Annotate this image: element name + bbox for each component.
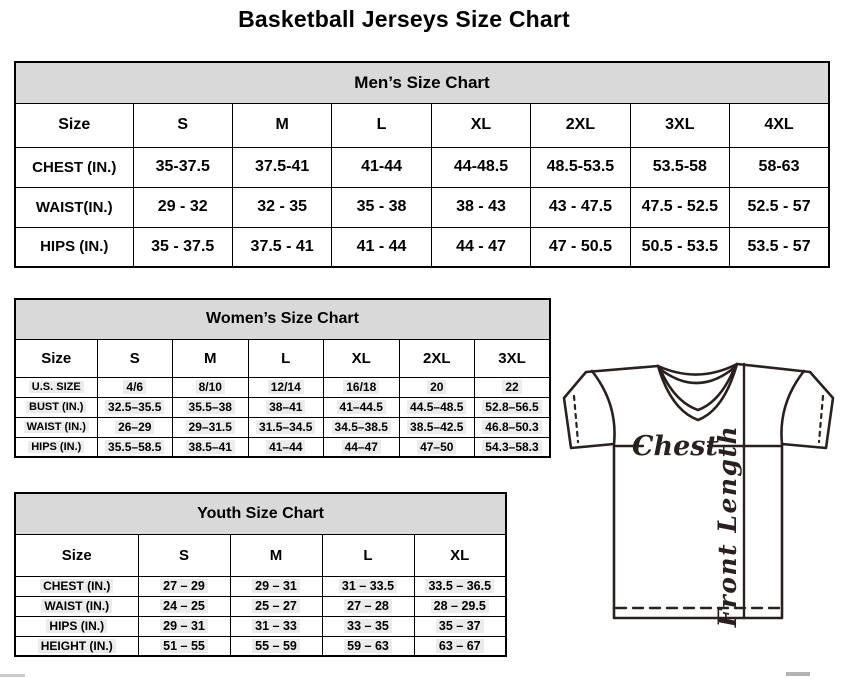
value-cell: 26–29 bbox=[97, 417, 173, 437]
value-cell: 37.5-41 bbox=[232, 147, 331, 187]
chest-measurement-label: Chest bbox=[632, 431, 718, 462]
value-cell: 53.5-58 bbox=[630, 147, 729, 187]
page-title: Basketball Jerseys Size Chart bbox=[238, 6, 570, 32]
size-column-header: 2XL bbox=[399, 339, 475, 377]
value-cell: 29 – 31 bbox=[138, 616, 230, 636]
value-cell: 58-63 bbox=[730, 147, 829, 187]
value-cell: 37.5 - 41 bbox=[232, 227, 331, 267]
value-cell: 43 - 47.5 bbox=[531, 187, 630, 227]
value-cell: 38.5–41 bbox=[173, 437, 249, 457]
row-label: BUST (IN.) bbox=[15, 397, 97, 417]
front-length-measurement-label: Front Length bbox=[713, 424, 742, 628]
size-column-header: 3XL bbox=[630, 103, 729, 147]
size-column-header: 2XL bbox=[531, 103, 630, 147]
table-row bbox=[15, 187, 829, 227]
value-cell: 12/14 bbox=[248, 377, 324, 397]
value-cell: 50.5 - 53.5 bbox=[630, 227, 729, 267]
value-cell: 35 - 37.5 bbox=[133, 227, 232, 267]
row-label: HIPS (IN.) bbox=[15, 616, 138, 636]
value-cell: 32.5–35.5 bbox=[97, 397, 173, 417]
value-cell: 29 – 31 bbox=[230, 576, 322, 596]
value-cell: 38.5–42.5 bbox=[399, 417, 475, 437]
jersey-outline-icon bbox=[558, 356, 842, 630]
table-row bbox=[15, 417, 550, 437]
youth-size-header-row bbox=[15, 534, 506, 576]
table-row bbox=[15, 147, 829, 187]
table-row bbox=[15, 227, 829, 267]
mens-size-chart-table bbox=[14, 61, 830, 268]
value-cell: 48.5-53.5 bbox=[531, 147, 630, 187]
value-cell: 54.3–58.3 bbox=[475, 437, 551, 457]
table-row bbox=[15, 616, 506, 636]
value-cell: 38–41 bbox=[248, 397, 324, 417]
value-cell: 16/18 bbox=[324, 377, 400, 397]
womens-section-header: Women’s Size Chart bbox=[15, 299, 550, 339]
value-cell: 44-48.5 bbox=[431, 147, 530, 187]
size-column-header: L bbox=[322, 534, 414, 576]
size-column-header: S bbox=[133, 103, 232, 147]
value-cell: 20 bbox=[399, 377, 475, 397]
value-cell: 35 - 38 bbox=[332, 187, 431, 227]
size-column-header: XL bbox=[414, 534, 506, 576]
value-cell: 34.5–38.5 bbox=[324, 417, 400, 437]
table-row bbox=[15, 377, 550, 397]
value-cell: 33 – 35 bbox=[322, 616, 414, 636]
value-cell: 32 - 35 bbox=[232, 187, 331, 227]
size-column-header: M bbox=[230, 534, 322, 576]
size-corner-header: Size bbox=[15, 339, 97, 377]
table-row bbox=[15, 596, 506, 616]
youth-size-chart-table bbox=[14, 492, 507, 657]
value-cell: 44 - 47 bbox=[431, 227, 530, 267]
value-cell: 27 – 29 bbox=[138, 576, 230, 596]
value-cell: 31 – 33.5 bbox=[322, 576, 414, 596]
youth-section-header: Youth Size Chart bbox=[15, 493, 506, 534]
size-column-header: XL bbox=[324, 339, 400, 377]
size-corner-header: Size bbox=[15, 103, 133, 147]
value-cell: 51 – 55 bbox=[138, 636, 230, 656]
table-row bbox=[15, 397, 550, 417]
row-label: CHEST (IN.) bbox=[15, 576, 138, 596]
womens-size-chart-table bbox=[14, 298, 551, 458]
size-column-header: 4XL bbox=[730, 103, 829, 147]
row-label: WAIST (IN.) bbox=[15, 596, 138, 616]
value-cell: 35 – 37 bbox=[414, 616, 506, 636]
jersey-measurement-diagram bbox=[558, 356, 842, 630]
value-cell: 31.5–34.5 bbox=[248, 417, 324, 437]
value-cell: 46.8–50.3 bbox=[475, 417, 551, 437]
row-label: HIPS (IN.) bbox=[15, 437, 97, 457]
table-row bbox=[15, 576, 506, 596]
value-cell: 41–44.5 bbox=[324, 397, 400, 417]
value-cell: 8/10 bbox=[173, 377, 249, 397]
value-cell: 63 – 67 bbox=[414, 636, 506, 656]
size-column-header: M bbox=[173, 339, 249, 377]
value-cell: 52.8–56.5 bbox=[475, 397, 551, 417]
value-cell: 41-44 bbox=[332, 147, 431, 187]
value-cell: 29–31.5 bbox=[173, 417, 249, 437]
value-cell: 47.5 - 52.5 bbox=[630, 187, 729, 227]
size-column-header: M bbox=[232, 103, 331, 147]
value-cell: 22 bbox=[475, 377, 551, 397]
size-corner-header: Size bbox=[15, 534, 138, 576]
value-cell: 53.5 - 57 bbox=[730, 227, 829, 267]
value-cell: 44–47 bbox=[324, 437, 400, 457]
gray-artifact-bar bbox=[0, 674, 25, 677]
value-cell: 52.5 - 57 bbox=[730, 187, 829, 227]
size-column-header: L bbox=[332, 103, 431, 147]
value-cell: 24 – 25 bbox=[138, 596, 230, 616]
value-cell: 59 – 63 bbox=[322, 636, 414, 656]
mens-size-header-row bbox=[15, 103, 829, 147]
value-cell: 25 – 27 bbox=[230, 596, 322, 616]
value-cell: 35-37.5 bbox=[133, 147, 232, 187]
value-cell: 55 – 59 bbox=[230, 636, 322, 656]
value-cell: 35.5–58.5 bbox=[97, 437, 173, 457]
value-cell: 35.5–38 bbox=[173, 397, 249, 417]
size-column-header: S bbox=[138, 534, 230, 576]
row-label: HIPS (IN.) bbox=[15, 227, 133, 267]
value-cell: 41 - 44 bbox=[332, 227, 431, 267]
womens-size-header-row bbox=[15, 339, 550, 377]
row-label: CHEST (IN.) bbox=[15, 147, 133, 187]
value-cell: 4/6 bbox=[97, 377, 173, 397]
value-cell: 41–44 bbox=[248, 437, 324, 457]
row-label: U.S. SIZE bbox=[15, 377, 97, 397]
row-label: HEIGHT (IN.) bbox=[15, 636, 138, 656]
size-column-header: L bbox=[248, 339, 324, 377]
gray-artifact-bar bbox=[786, 672, 810, 676]
value-cell: 47–50 bbox=[399, 437, 475, 457]
mens-section-header: Men’s Size Chart bbox=[15, 62, 829, 103]
value-cell: 47 - 50.5 bbox=[531, 227, 630, 267]
value-cell: 33.5 – 36.5 bbox=[414, 576, 506, 596]
row-label: WAIST(IN.) bbox=[15, 187, 133, 227]
value-cell: 38 - 43 bbox=[431, 187, 530, 227]
size-column-header: S bbox=[97, 339, 173, 377]
size-column-header: XL bbox=[431, 103, 530, 147]
row-label: WAIST (IN.) bbox=[15, 417, 97, 437]
value-cell: 44.5–48.5 bbox=[399, 397, 475, 417]
size-column-header: 3XL bbox=[475, 339, 551, 377]
value-cell: 27 – 28 bbox=[322, 596, 414, 616]
value-cell: 28 – 29.5 bbox=[414, 596, 506, 616]
value-cell: 29 - 32 bbox=[133, 187, 232, 227]
value-cell: 31 – 33 bbox=[230, 616, 322, 636]
table-row bbox=[15, 437, 550, 457]
table-row bbox=[15, 636, 506, 656]
